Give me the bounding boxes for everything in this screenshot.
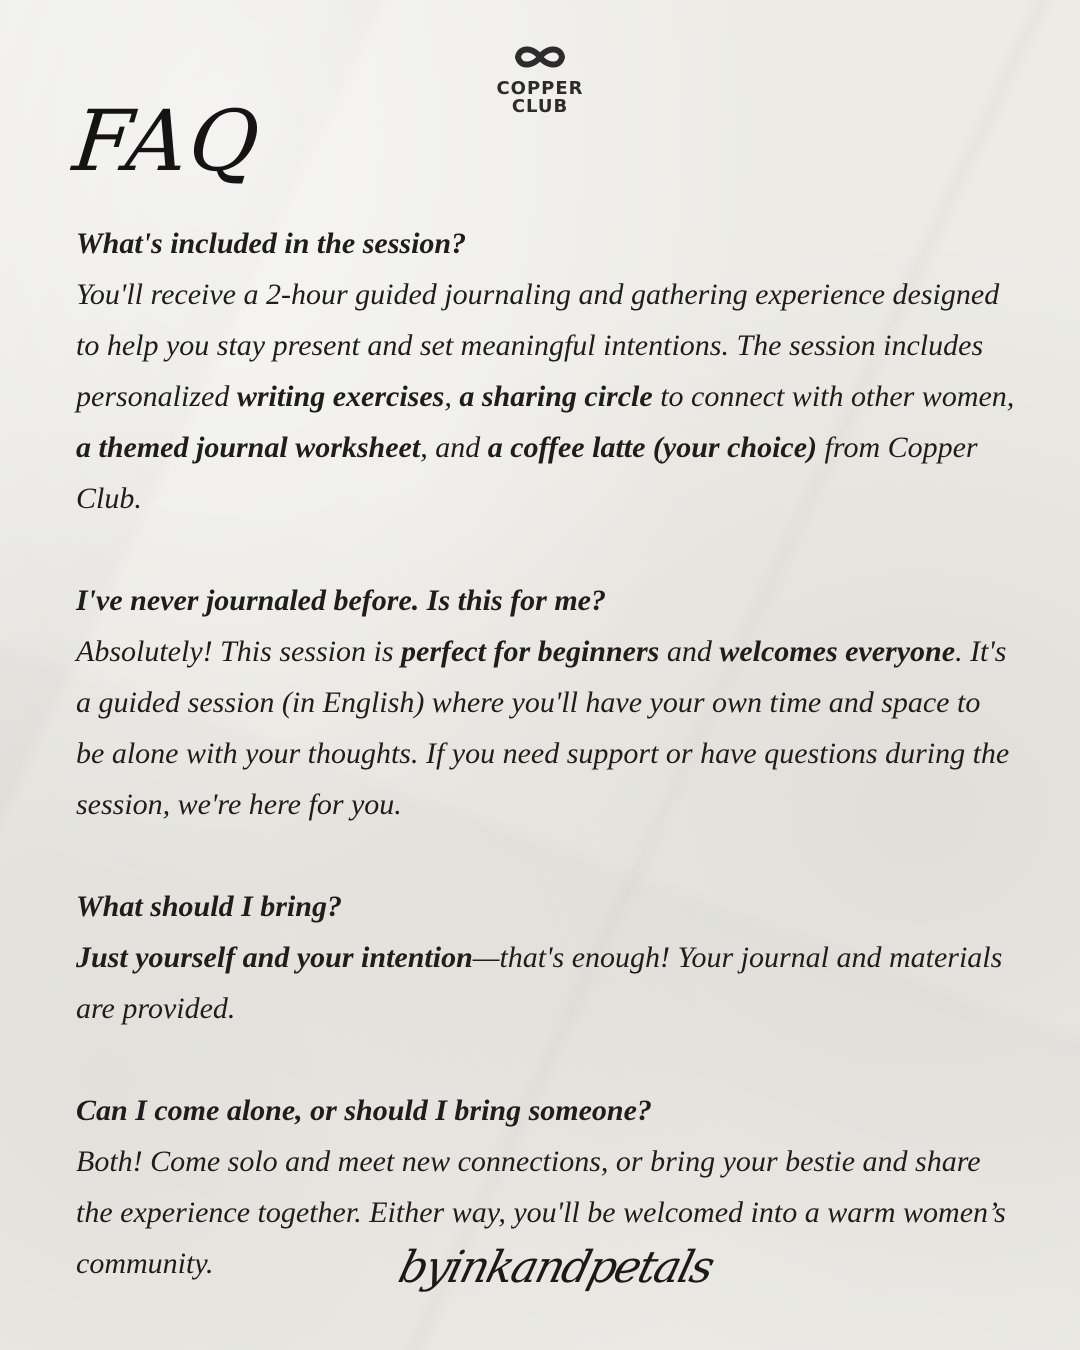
faq-question: What's included in the session? <box>76 227 467 260</box>
faq-question: Can I come alone, or should I bring someone? <box>76 1094 652 1127</box>
answer-text: . It's a guided session (in English) where you'll have your own time and space to be alone with your thoughts. If you need support or have questions during the session, we're here for you. <box>76 635 1010 821</box>
copper-club-logo <box>470 40 610 116</box>
logo-line-1: COPPER <box>496 78 584 99</box>
answer-emphasis: welcomes everyone <box>719 635 956 668</box>
faq-item <box>76 218 1016 524</box>
faq-item <box>76 881 1016 1034</box>
faq-answer <box>76 932 1016 1034</box>
faq-question: I've never journaled before. Is this for me? <box>76 584 606 617</box>
answer-text: You'll receive a 2-hour guided journaling and gathering experience designed to help you stay present and set meaningful intentions. The session includes personalized <box>76 278 1000 413</box>
answer-emphasis: a coffee latte (your choice) <box>487 431 818 464</box>
logo-line-2: CLUB <box>511 96 569 117</box>
faq-question: What should I bring? <box>76 890 342 923</box>
page-title: FAQ <box>68 92 266 190</box>
faq-list <box>76 218 1016 1340</box>
answer-text: Both! Come solo and meet new connections, or bring your bestie and share the experience together. Either way, you'll be welcomed into a warm women’s community. <box>76 1145 1006 1280</box>
answer-text: , <box>444 380 460 413</box>
answer-text: from Copper Club. <box>76 431 978 515</box>
answer-emphasis: a sharing circle <box>459 380 653 413</box>
faq-answer <box>76 626 1016 830</box>
answer-emphasis: perfect for beginners <box>401 635 660 668</box>
answer-emphasis: writing exercises <box>236 380 445 413</box>
answer-emphasis: a themed journal worksheet <box>76 431 421 464</box>
answer-text: , and <box>420 431 488 464</box>
faq-item <box>76 575 1016 830</box>
faq-answer <box>76 269 1016 524</box>
answer-emphasis: Just yourself and your intention <box>76 941 473 974</box>
logo-text <box>470 80 610 116</box>
answer-text: and <box>659 635 720 668</box>
answer-text: Absolutely! This session is <box>76 635 402 668</box>
infinity-icon <box>510 40 570 74</box>
signature: byinkandpetals <box>393 1242 718 1293</box>
answer-text: to connect with other women, <box>652 380 1015 413</box>
answer-text: —that's enough! Your journal and materials are provided. <box>76 941 1003 1025</box>
